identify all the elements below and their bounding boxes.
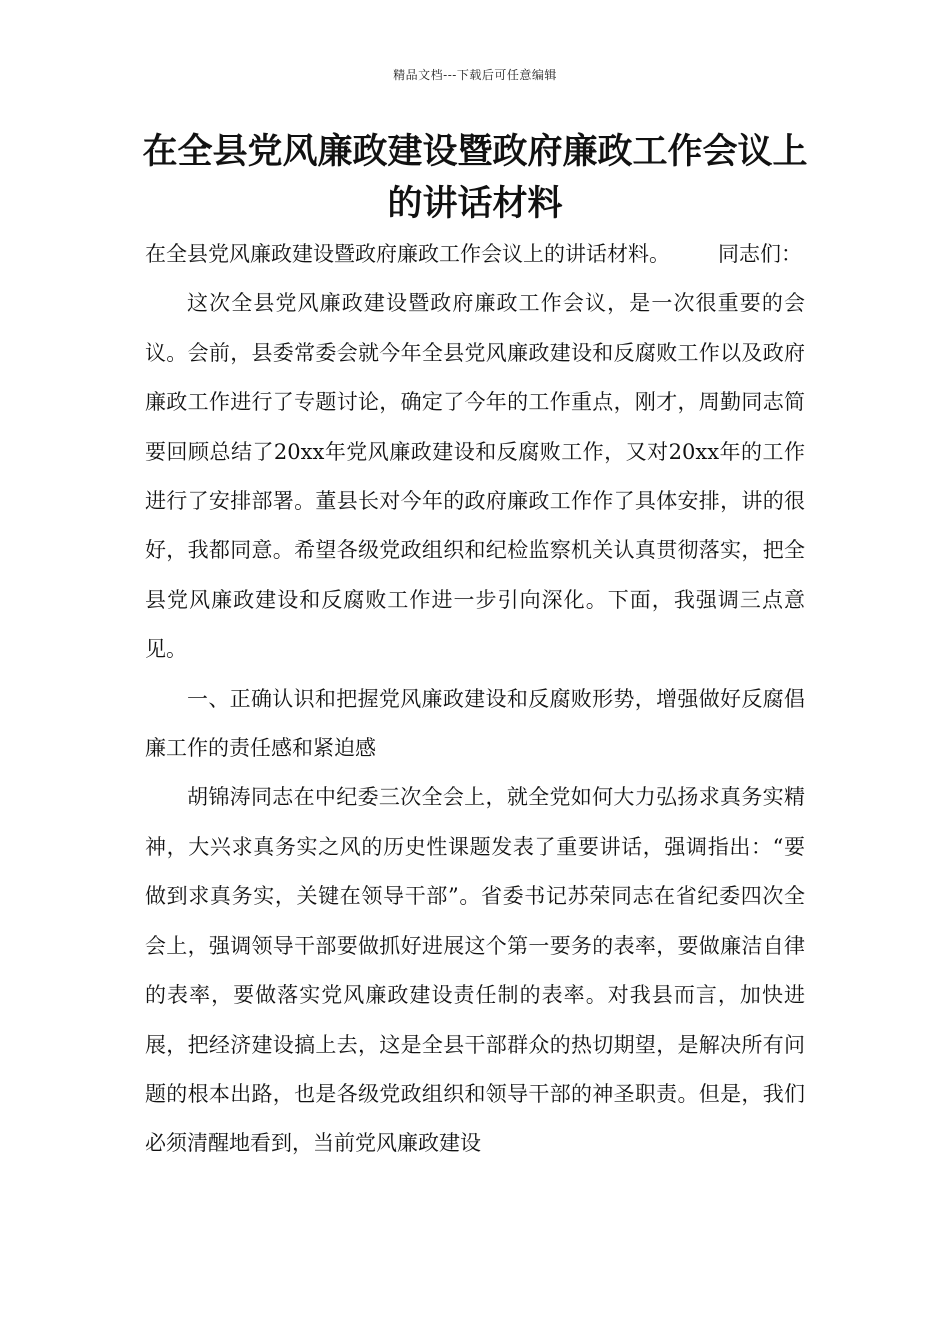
- document-title: 在全县党风廉政建设暨政府廉政工作会议上的讲话材料: [142, 131, 808, 224]
- paragraph-section-1: 胡锦涛同志在中纪委三次全会上，就全党如何大力弘扬求真务实精神，大兴求真务实之风的历史性课题发表了重要讲话，强调指出：“要做到求真务实，关键在领导干部”。省委书记苏荣同志在省纪委四次全会上，强调领导干部要做抓好进展这个第一要务的表率，要做廉洁自律的表率，要做落实党风廉政建设责任制的表率。对我县而言，加快进展，把经济建设搞上去，这是全县干部群众的热切期望，是解决所有问题的根本出路，也是各级党政组织和领导干部的神圣职责。但是，我们必须清醒地看到，当前党风廉政建设: [145, 785, 805, 1156]
- section-heading-1: 一、正确认识和把握党风廉政建设和反腐败形势，增强做好反腐倡廉工作的责任感和紧迫感: [145, 686, 805, 761]
- header-note: 精品文档---下载后可任意编辑: [393, 68, 557, 82]
- intro-text: 在全县党风廉政建设暨政府廉政工作会议上的讲话材料。: [145, 242, 670, 266]
- paragraph-opening: 这次全县党风廉政建设暨政府廉政工作会议，是一次很重要的会议。会前，县委常委会就今年全县党风廉政建设和反腐败工作以及政府廉政工作进行了专题讨论，确定了今年的工作重点，刚才，周勤同志简要回顾总结了20xx年党风廉政建设和反腐败工作，又对20xx年的工作进行了安排部署。董县长对今年的政府廉政工作作了具体安排，讲的很好，我都同意。希望各级党政组织和纪检监察机关认真贯彻落实，把全县党风廉政建设和反腐败工作进一步引向深化。下面，我强调三点意见。: [145, 291, 805, 662]
- document-body: [145, 230, 805, 1169]
- salutation: 同志们：: [718, 242, 802, 266]
- intro-paragraph: [145, 230, 805, 279]
